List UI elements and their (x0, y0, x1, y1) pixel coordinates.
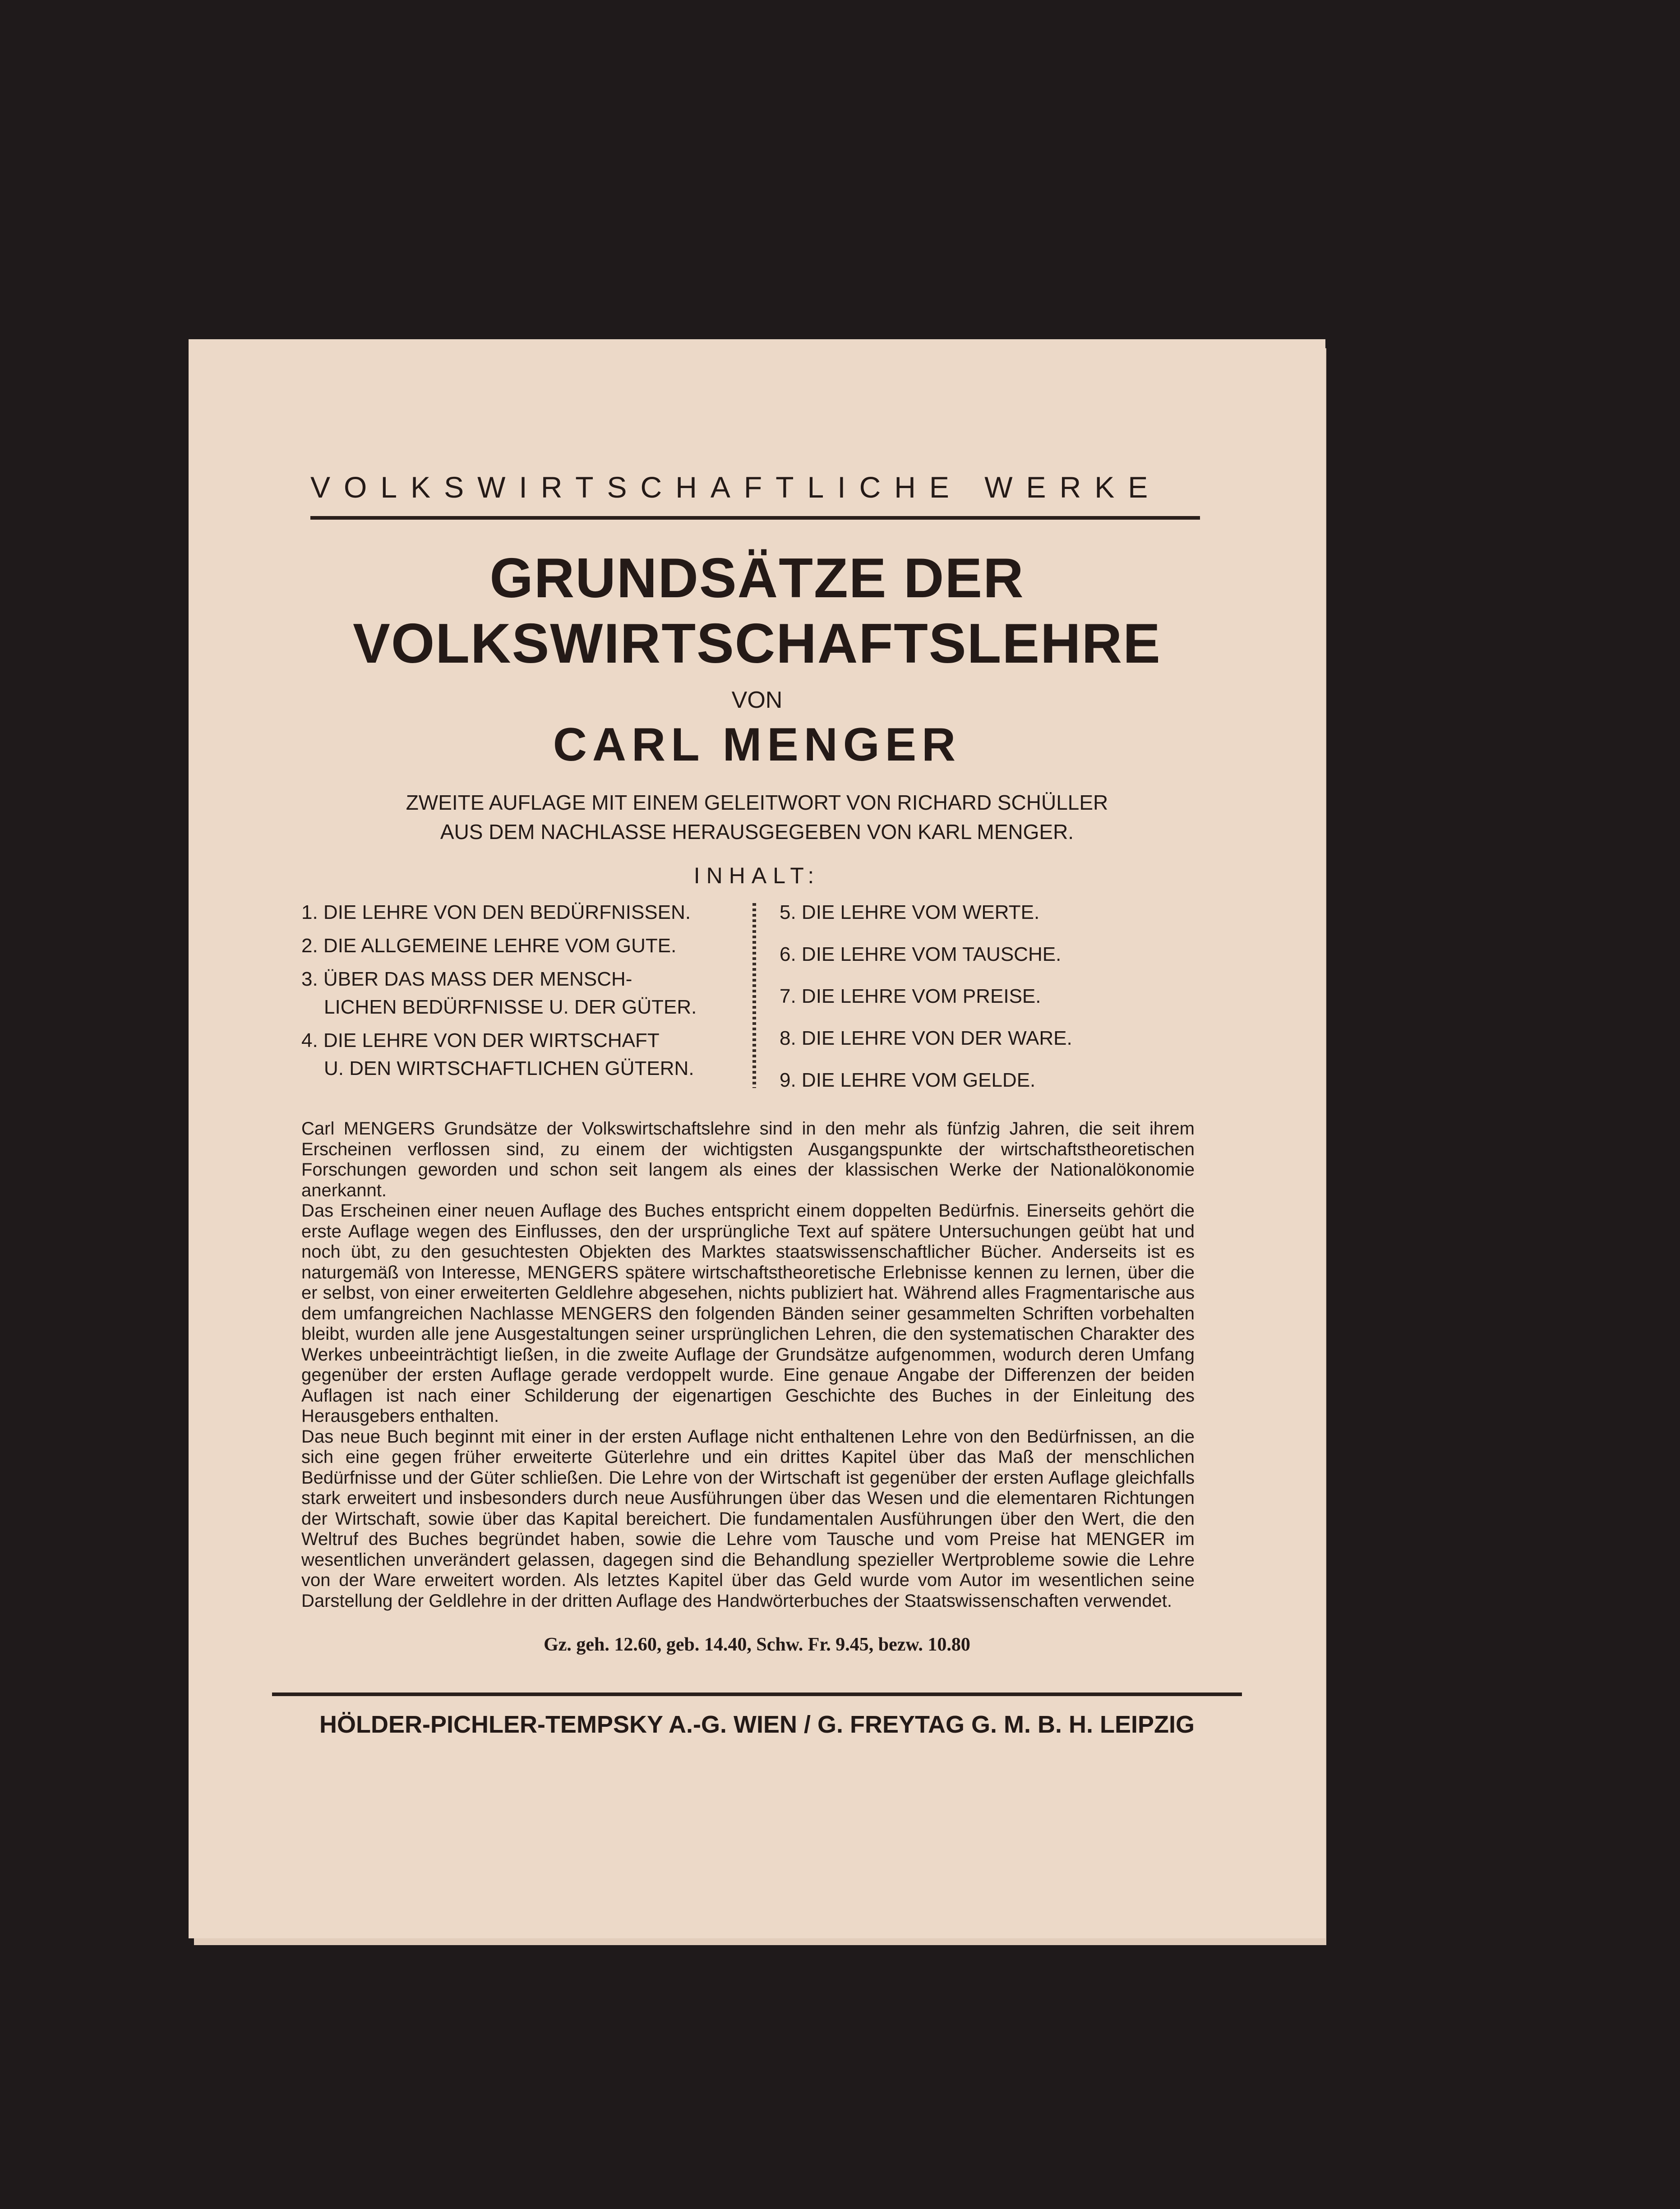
description-text (301, 1119, 1195, 1611)
paragraph: Das neue Buch beginnt mit einer in der ersten Auflage nicht enthaltenen Lehre von den Bedürfnissen, an die sich eine gegen früher erweiterte Güterlehre und ein drittes Kapitel über das Maß der menschlichen Bedürfnisse und der Güter schließen. Die Lehre von der Wirtschaft ist gegenüber der ersten Auflage gleichfalls stark erweitert und insbesonders durch neue Ausführungen über das Wesen und die elementaren Richtungen der Wirtschaft, sowie über das Kapital bereichert. Die fundamentalen Ausführungen über den Wert, die den Weltruf des Buches begründet haben, sowie die Lehre vom Tausche und vom Preise hat MENGER im wesentlichen unverändert gelassen, dagegen sind die Behandlung spezieller Wertprobleme sowie die Lehre von der Ware erweitert worden. Als letztes Kapitel über das Geld wurde vom Autor im wesentlichen seine Darstellung der Geldlehre in der dritten Auflage des Handwörterbuches der Staatswissenschaften verwendet. (301, 1426, 1195, 1611)
footer-rule (272, 1692, 1242, 1696)
contents-item-continuation: U. DEN WIRTSCHAFTLICHEN GÜTERN. (324, 1057, 694, 1079)
contents-item: 8. DIE LEHRE VON DER WARE. (780, 1027, 1072, 1049)
contents-item: 5. DIE LEHRE VOM WERTE. (780, 901, 1040, 923)
contents-item-line: 1. DIE LEHRE VON DEN BEDÜRFNISSEN. (301, 901, 691, 923)
subtitle-line-1: ZWEITE AUFLAGE MIT EINEM GELEITWORT VON RICHARD SCHÜLLER (406, 791, 1108, 814)
series-header: VOLKSWIRTSCHAFTLICHE WERKE (310, 470, 1162, 504)
contents-item-line: 4. DIE LEHRE VON DER WIRTSCHAFT (301, 1029, 660, 1051)
author-name: CARL MENGER (553, 719, 961, 771)
title-line-1: GRUNDSÄTZE DER (489, 547, 1025, 609)
publisher-line: HÖLDER-PICHLER-TEMPSKY A.-G. WIEN / G. FREYTAG G. M. B. H. LEIPZIG (319, 1711, 1195, 1738)
contents-item-continuation: LICHEN BEDÜRFNISSE U. DER GÜTER. (324, 996, 697, 1018)
subtitle-line-2: AUS DEM NACHLASSE HERAUSGEGEBEN VON KARL MENGER. (440, 820, 1074, 844)
paragraph: Carl MENGERS Grundsätze der Volkswirtschaftslehre sind in den mehr als fünfzig Jahren, die seit ihrem Erscheinen verflossen sind, zu einem der wichtigsten Ausgangspunkte der wirtschaftstheoretischen Forschungen geworden und schon seit langem als eines der klassischen Werke der Nationalökonomie anerkannt. (301, 1119, 1195, 1200)
contents-right-column (780, 899, 1186, 1108)
price-line: Gz. geh. 12.60, geb. 14.40, Schw. Fr. 9.45, bezw. 10.80 (544, 1634, 970, 1655)
contents-item-line: 3. ÜBER DAS MASS DER MENSCH- (301, 968, 632, 990)
contents-item: 7. DIE LEHRE VOM PREISE. (780, 985, 1041, 1007)
contents-heading: INHALT: (693, 863, 821, 888)
document-page (189, 339, 1325, 1938)
title-line-2: VOLKSWIRTSCHAFTSLEHRE (353, 613, 1161, 675)
paragraph: Das Erscheinen einer neuen Auflage des Buches entspricht einem doppelten Bedürfnis. Einerseits gehört die erste Auflage wegen des Einflusses, den der ursprüngliche Text auf spätere Untersuchungen geübt hat und noch übt, zu den gesuchtesten Objekten des Marktes staatswissenschaftlicher Bücher. Anderseits ist es naturgemäß von Interesse, MENGERS spätere wirtschaftstheoretische Erlebnisse kennen zu lernen, über die er selbst, von einer erweiterten Geldlehre abgesehen, nichts publiziert hat. Während alles Fragmentarische aus dem umfangreichen Nachlasse MENGERS den folgenden Bänden seiner gesammelten Schriften vorbehalten bleibt, wurden alle jene Ausgestaltungen seiner ursprünglichen Lehren, die den systematischen Charakter des Werkes unbeeinträchtigt ließen, in die zweite Auflage der Grundsätze aufgenommen, wodurch deren Umfang gegenüber der ersten Auflage gerade verdoppelt wurde. Eine genaue Angabe der Differenzen der beiden Auflagen ist nach einer Schilderung der eigenartigen Geschichte des Buches in der Einleitung des Herausgebers enthalten. (301, 1201, 1195, 1426)
contents-item-line: 2. DIE ALLGEMEINE LEHRE VOM GUTE. (301, 935, 677, 957)
header-rule (310, 516, 1200, 520)
contents-dotted-divider (752, 903, 756, 1088)
contents-item: 6. DIE LEHRE VOM TAUSCHE. (780, 943, 1062, 965)
contents-item: 9. DIE LEHRE VOM GELDE. (780, 1069, 1036, 1091)
von-label: VON (731, 687, 783, 713)
